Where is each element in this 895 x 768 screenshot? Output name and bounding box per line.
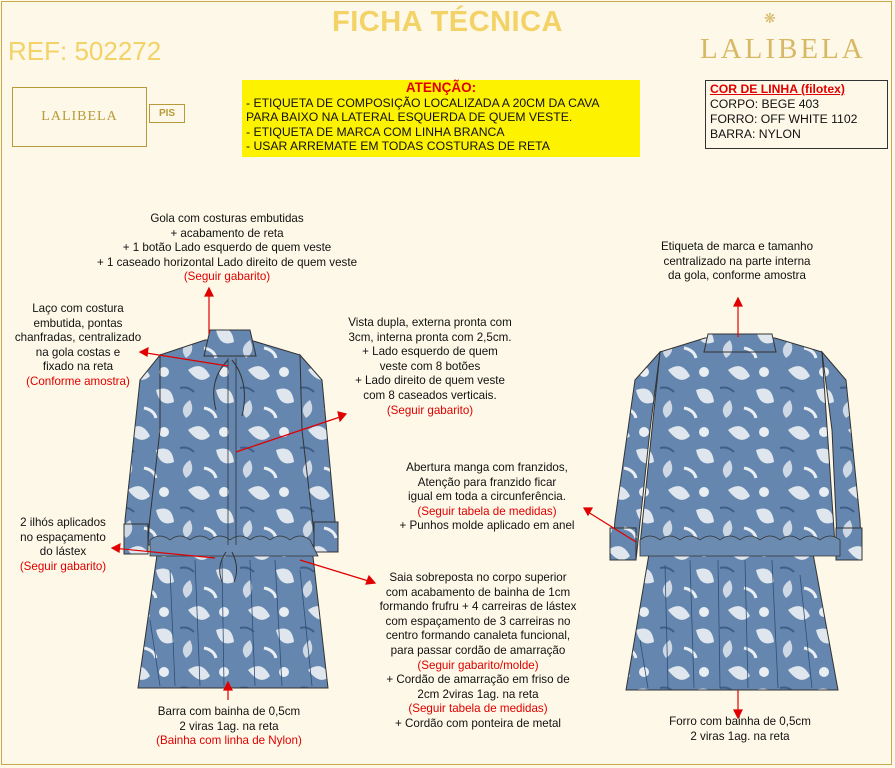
- note-line: 2 ilhós aplicados: [20, 516, 106, 529]
- note-line: Saia sobreposta no corpo superior: [389, 571, 567, 584]
- note-lining: [640, 715, 840, 744]
- note-brand-label: [630, 240, 844, 284]
- note-line: do lástex: [39, 545, 87, 559]
- note-line: formando frufru + 4 carreiras de lástex: [379, 600, 577, 614]
- note-line: Vista dupla, externa pronta com: [348, 316, 512, 329]
- note-red: (Seguir gabarito): [386, 403, 474, 417]
- note-eyelets: [4, 516, 122, 574]
- note-line: Etiqueta de marca e tamanho: [660, 240, 814, 253]
- note-line: 2 viras 1ag. na reta: [690, 729, 790, 743]
- brand-logo: LALIBELA: [700, 33, 866, 65]
- note-line: da gola, conforme amostra: [668, 269, 806, 283]
- warning-line: - ETIQUETA DE MARCA COM LINHA BRANCA: [246, 124, 505, 139]
- warning-line: - ETIQUETA DE COMPOSIÇÃO LOCALIZADA A 20CM DA CAVA: [246, 95, 600, 110]
- note-bow: [10, 302, 146, 390]
- note-line: centro formando canaleta funcional,: [385, 629, 571, 643]
- note-line: Laço com costura: [32, 302, 124, 315]
- note-red: (Seguir tabela de medidas): [408, 702, 548, 716]
- note-red: (Bainha com linha de Nylon): [156, 734, 302, 748]
- thread-color-line: CORPO: BEGE 403: [710, 97, 820, 111]
- note-line: + 1 botão Lado esquerdo de quem veste: [122, 241, 332, 255]
- note-line: Abertura manga com franzidos,: [406, 461, 568, 474]
- thread-color-line: FORRO: OFF WHITE 1102: [710, 112, 858, 126]
- back-view-dress: [610, 334, 862, 690]
- warning-line: - USAR ARREMATE EM TODAS COSTURAS DE RETA: [246, 139, 550, 154]
- note-line: para passar cordão de amarração: [390, 643, 566, 657]
- thread-color-heading: COR DE LINHA (filotex): [710, 82, 845, 96]
- page-title: FICHA TÉCNICA: [332, 6, 563, 38]
- brand-label-sample: LALIBELA: [12, 87, 147, 147]
- bee-logo-icon: ❋: [764, 10, 776, 26]
- note-skirt: [360, 571, 596, 732]
- note-line: 2 viras 1ag. na reta: [179, 719, 279, 733]
- note-line: chanfradas, centralizado: [14, 331, 142, 345]
- note-line: com espaçamento de 3 carreiras no: [385, 614, 571, 628]
- note-red: (Conforme amostra): [26, 374, 130, 388]
- pis-tag: PIS: [149, 104, 185, 123]
- note-line: no espaçamento: [20, 530, 106, 544]
- note-line: Atenção para franzido ficar: [417, 475, 557, 489]
- note-line: na gola costas e: [35, 345, 121, 359]
- warning-line: PARA BAIXO NA LATERAL ESQUERDA DE QUEM VESTE.: [246, 110, 573, 125]
- note-red: (Seguir tabela de medidas): [417, 504, 557, 518]
- note-line: Forro com bainha de 0,5cm: [669, 715, 811, 728]
- note-sleeve: [380, 461, 594, 534]
- note-line: Barra com bainha de 0,5cm: [157, 705, 301, 718]
- note-line: Gola com costuras embutidas: [150, 212, 304, 225]
- note-line: com 8 caseados verticais.: [363, 388, 497, 402]
- note-line: veste com 8 botões: [379, 359, 481, 373]
- note-placket: [330, 316, 530, 418]
- note-red: (Seguir gabarito): [19, 559, 107, 573]
- note-red: (Seguir gabarito/molde): [417, 658, 539, 672]
- note-red: (Seguir gabarito): [183, 270, 271, 284]
- note-line: com acabamento de bainha de 1cm: [385, 585, 571, 599]
- note-line: fixado na reta: [42, 360, 114, 374]
- note-line: 3cm, interna pronta com 2,5cm.: [348, 330, 512, 344]
- note-line: embutida, pontas: [33, 316, 123, 330]
- note-line: + Punhos molde aplicado em anel: [399, 519, 575, 533]
- note-line: + acabamento de reta: [170, 226, 284, 240]
- thread-color-line: BARRA: NYLON: [710, 127, 801, 141]
- note-line: centralizado na parte interna: [663, 254, 811, 268]
- reference-number: REF: 502272: [8, 36, 162, 66]
- note-hem: [124, 705, 334, 749]
- note-line: + Lado esquerdo de quem: [362, 345, 498, 359]
- note-line: igual em toda a circunferência.: [408, 490, 566, 504]
- note-line: + Lado direito de quem veste: [355, 374, 505, 388]
- note-collar: [72, 212, 382, 285]
- warning-heading: ATENÇÃO:: [405, 80, 477, 95]
- note-line: + Cordão com ponteira de metal: [395, 716, 561, 730]
- note-line: + 1 caseado horizontal Lado direito de quem veste: [96, 255, 358, 269]
- note-line: 2cm 2viras 1ag. na reta: [417, 687, 539, 701]
- front-view-dress: [124, 330, 338, 688]
- note-line: + Cordão de amarração em friso de: [386, 673, 570, 687]
